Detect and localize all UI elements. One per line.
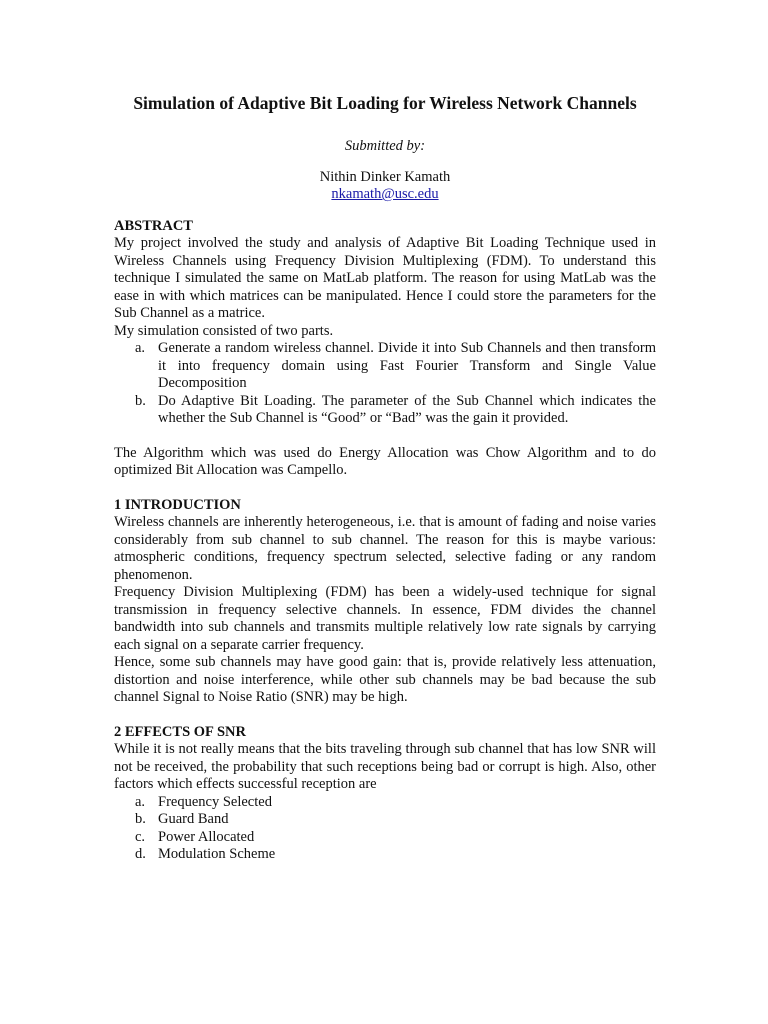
abstract-paragraph-3: The Algorithm which was used do Energy Allocation was Chow Algorithm and to do optimized Bit Allocation was Campello. [114, 444, 656, 478]
list-item-text: Frequency Selected [158, 793, 272, 810]
list-marker: b. [135, 811, 146, 827]
snr-heading: 2 EFFECTS OF SNR [114, 723, 246, 740]
list-marker: b. [135, 392, 146, 409]
email-link[interactable]: nkamath@usc.edu [331, 186, 439, 202]
abstract-list [114, 340, 656, 428]
abstract-paragraph-2: My simulation consisted of two parts. [114, 322, 334, 339]
paper-title: Simulation of Adaptive Bit Loading for Wireless Network Channels [133, 93, 637, 113]
list-marker: a. [135, 340, 146, 356]
list-item-text: Power Allocated [158, 828, 255, 845]
list-item-text: Do Adaptive Bit Loading. The parameter of the Sub Channel which indicates the whether the Sub Channel is “Good” or “Bad” was the gain it provided. [158, 392, 656, 426]
list-marker: d. [135, 846, 146, 862]
list-item [114, 393, 656, 428]
list-item-text: Modulation Scheme [158, 846, 276, 862]
list-item [114, 794, 656, 812]
list-item [114, 811, 656, 829]
list-marker: c. [135, 828, 146, 845]
abstract-heading: ABSTRACT [114, 217, 193, 234]
author-name: Nithin Dinker Kamath [319, 168, 451, 185]
list-item [114, 829, 656, 847]
list-item [114, 846, 656, 864]
introduction-paragraph-2: Frequency Division Multiplexing (FDM) has been a widely-used technique for signal transmission in frequency selective channels. In essence, FDM divides the channel bandwidth into sub channels and transmits multiple relatively low rate signals by carrying each signal on a separate carrier frequency. [114, 584, 656, 653]
introduction-paragraph-1: Wireless channels are inherently heterogeneous, i.e. that is amount of fading and noise varies considerably from sub channel to sub channel. The reason for this is maybe various: atmospheric conditions, frequency spectrum selected, selective fading or any random phenomenon. [114, 514, 656, 583]
list-item [114, 340, 656, 393]
list-marker: a. [135, 793, 146, 810]
submitted-by-label: Submitted by: [344, 138, 426, 154]
snr-factor-list [114, 794, 656, 864]
list-item-text: Generate a random wireless channel. Divide it into Sub Channels and then transform it into frequency domain using Fast Fourier Transform and Single Value Decomposition [158, 340, 656, 391]
introduction-paragraph-3: Hence, some sub channels may have good gain: that is, provide relatively less attenuation, distortion and noise interference, while other sub channels may be bad because the sub channel Signal to Noise Ratio (SNR) may be high. [114, 654, 656, 705]
list-item-text: Guard Band [158, 811, 229, 827]
snr-paragraph-1: While it is not really means that the bits traveling through sub channel that has low SNR will not be received, the probability that such receptions being bad or corrupt is high. Also, other factors which effects successful reception are [114, 741, 656, 792]
author-email [114, 186, 656, 204]
paper-page [114, 92, 656, 864]
abstract-paragraph-1: My project involved the study and analysis of Adaptive Bit Loading Technique used in Wireless Channels using Frequency Division Multiplexing (FDM). To understand this technique I simulated the same on MatLab platform. The reason for using MatLab was the ease in with which matrices can be manipulated. Hence I could store the parameters for the Sub Channel as a matrice. [114, 235, 656, 321]
introduction-heading: 1 INTRODUCTION [114, 496, 241, 513]
